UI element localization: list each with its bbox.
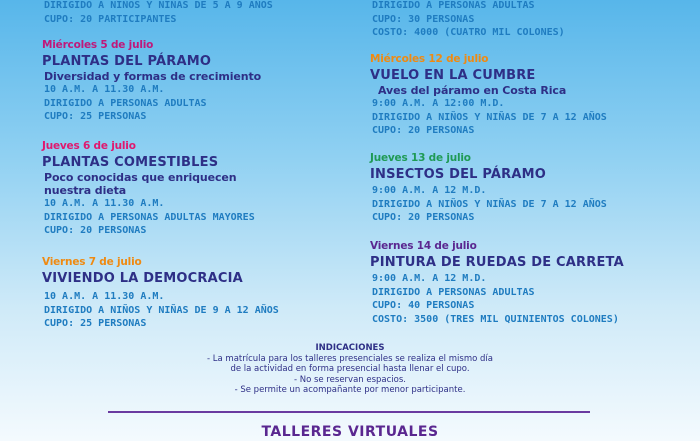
event-date: Viernes 7 de julio: [42, 256, 142, 268]
event-title: VUELO EN LA CUMBRE: [370, 68, 536, 83]
event-viviendo-democracia: [42, 256, 342, 331]
event-line: DIRIGIDO A NIÑOS Y NIÑAS DE 5 A 9 AÑOS: [44, 0, 273, 11]
event-line: DIRIGIDO A NIÑOS Y NIÑAS DE 7 A 12 AÑOS: [372, 111, 607, 123]
left-top-continuation: [42, 0, 342, 26]
event-vuelo-cumbre: [370, 53, 690, 138]
event-line: DIRIGIDO A PERSONAS ADULTAS MAYORES: [44, 211, 255, 223]
event-line: CUPO: 25 PERSONAS: [44, 111, 147, 122]
event-date: Miércoles 12 de julio: [370, 53, 489, 65]
indicaciones-heading: INDICACIONES: [315, 343, 385, 353]
event-line: 10 A.M. A 11.30 A.M.: [44, 291, 165, 302]
event-line: 9:00 A.M. A 12 M.D.: [372, 273, 487, 284]
event-plantas-paramo: [42, 39, 342, 124]
event-subtitle: Diversidad y formas de crecimiento: [44, 70, 262, 83]
indicaciones-block: [0, 343, 700, 396]
event-line: DIRIGIDO A PERSONAS ADULTAS: [372, 0, 535, 11]
event-subtitle: Aves del páramo en Costa Rica: [378, 84, 567, 97]
event-line: 9:00 A.M. A 12 M.D.: [372, 185, 487, 196]
event-title: PINTURA DE RUEDAS DE CARRETA: [370, 255, 624, 270]
event-title: PLANTAS DEL PÁRAMO: [42, 54, 212, 69]
event-line: CUPO: 20 PARTICIPANTES: [44, 13, 177, 25]
event-line: CUPO: 25 PERSONAS: [44, 318, 147, 329]
event-title: VIVIENDO LA DEMOCRACIA: [42, 271, 243, 286]
event-line: DIRIGIDO A NIÑOS Y NIÑAS DE 7 A 12 AÑOS: [372, 198, 607, 210]
event-line: CUPO: 40 PERSONAS: [372, 300, 475, 311]
event-line: DIRIGIDO A PERSONAS ADULTAS: [372, 286, 535, 298]
event-line: CUPO: 20 PERSONAS: [372, 212, 475, 223]
event-line: CUPO: 20 PERSONAS: [372, 125, 475, 136]
event-line: CUPO: 20 PERSONAS: [44, 225, 147, 236]
indicaciones-line: - Se permite un acompañante por menor participante.: [234, 385, 466, 396]
event-line: DIRIGIDO A PERSONAS ADULTAS: [44, 97, 207, 109]
section-divider: [108, 411, 590, 413]
talleres-virtuales-heading: TALLERES VIRTUALES: [261, 424, 439, 440]
indicaciones-line: - La matrícula para los talleres presenciales se realiza el mismo día: [207, 353, 493, 364]
event-date: Viernes 14 de julio: [370, 240, 477, 252]
event-date: Jueves 13 de julio: [370, 152, 471, 164]
indicaciones-line: - No se reservan espacios.: [293, 374, 407, 385]
event-subtitle: Poco conocidas que enriquecen: [44, 171, 237, 184]
event-date: Miércoles 5 de julio: [42, 39, 154, 51]
event-title: INSECTOS DEL PÁRAMO: [370, 167, 547, 182]
right-top-continuation: [370, 0, 690, 40]
event-line: COSTO: 4000 (CUATRO MIL COLONES): [372, 27, 565, 38]
event-plantas-comestibles: [42, 140, 342, 238]
event-line: 10 A.M. A 11.30 A.M.: [44, 84, 165, 95]
event-line: DIRIGIDO A NIÑOS Y NIÑAS DE 9 A 12 AÑOS: [44, 304, 279, 316]
indicaciones-line: de la actividad en forma presencial hasta llenar el cupo.: [230, 364, 470, 375]
event-insectos-paramo: [370, 152, 690, 225]
event-line: 10 A.M. A 11.30 A.M.: [44, 198, 165, 209]
event-line: 9:00 A.M. A 12:00 M.D.: [372, 98, 505, 109]
event-date: Jueves 6 de julio: [42, 140, 136, 152]
event-line: CUPO: 30 PERSONAS: [372, 13, 475, 25]
event-pintura-ruedas: [370, 240, 690, 326]
event-line: COSTO: 3500 (TRES MIL QUINIENTOS COLONES): [372, 313, 619, 325]
event-title: PLANTAS COMESTIBLES: [42, 155, 219, 170]
event-subtitle: nuestra dieta: [44, 184, 127, 197]
